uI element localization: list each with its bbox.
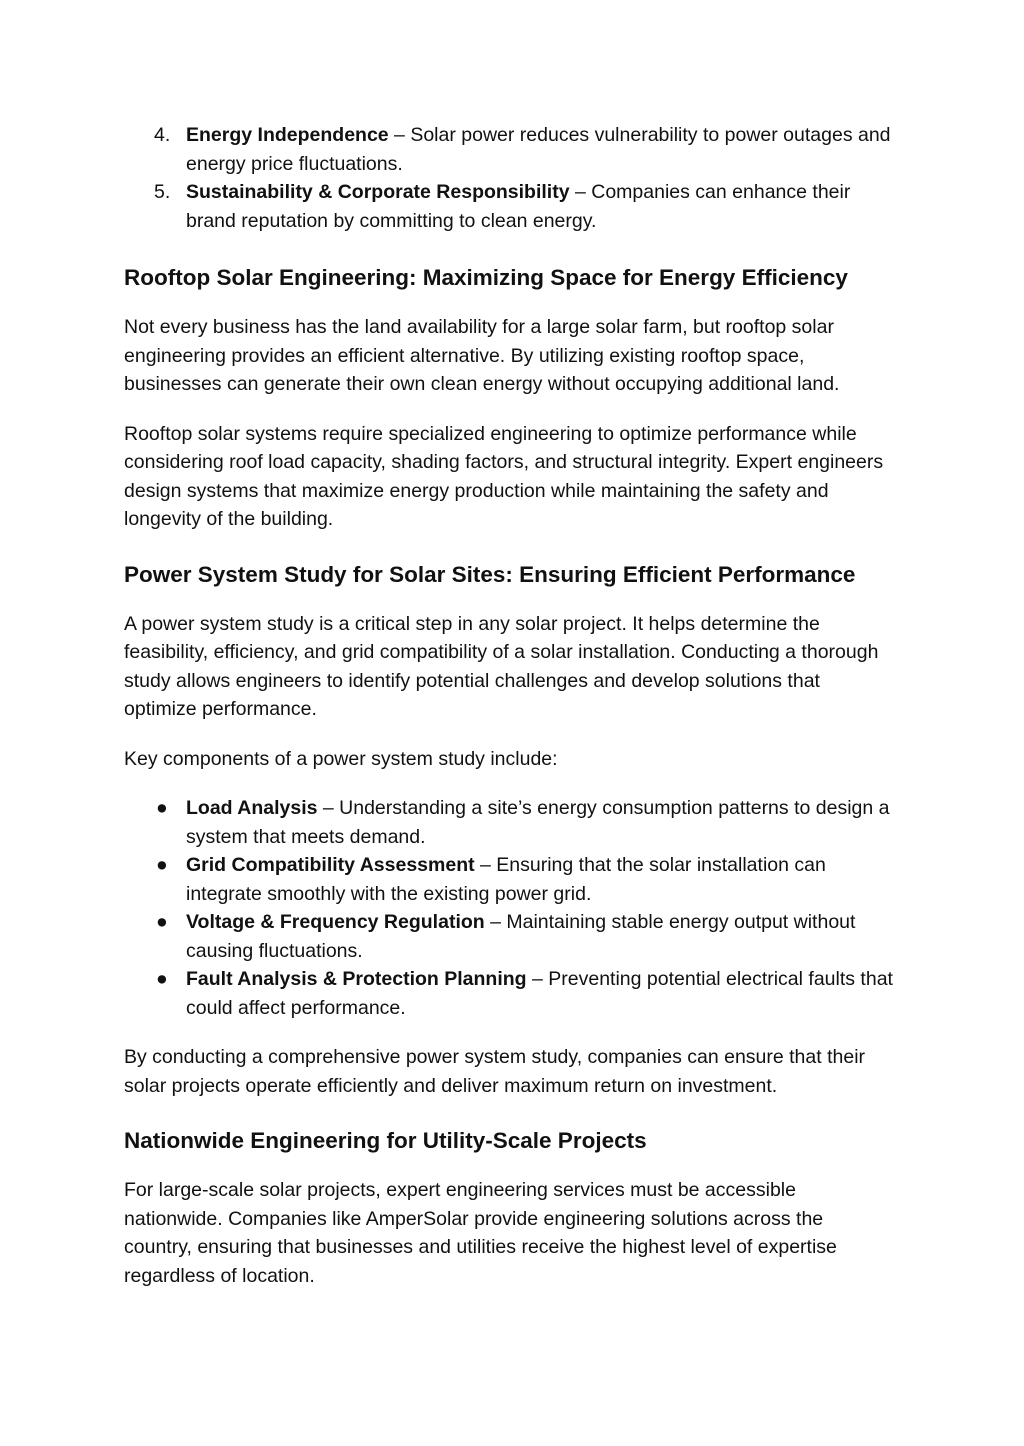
list-number: 5. [154,181,171,203]
paragraph: Not every business has the land availability for a large solar farm, but rooftop solar engineering provides an efficient alternative. By utilizing existing rooftop space, businesses can generate their own clean energy without occupying additional land. [124,316,840,395]
bullet-icon: ● [156,797,168,819]
bullet-list [124,794,894,1022]
list-item [124,908,894,965]
list-item [124,178,894,235]
paragraph: By conducting a comprehensive power system study, companies can ensure that their solar projects operate efficiently and deliver maximum return on investment. [124,1046,866,1097]
list-item-term: Fault Analysis & Protection Planning [186,968,527,990]
list-item [124,965,894,1022]
list-item [124,851,894,908]
list-item-term: Energy Independence [186,124,389,146]
paragraph: Rooftop solar systems require specialized engineering to optimize performance while considering roof load capacity, shading factors, and structural integrity. Expert engineers design systems that maximize energy production while maintaining the safety and longevity of the building. [124,422,884,530]
list-item-description: – Preventing potential electrical faults that could affect performance. [186,968,893,1019]
list-number: 4. [154,124,171,146]
paragraph: A power system study is a critical step in any solar project. It helps determine the feasibility, efficiency, and grid compatibility of a solar installation. Conducting a thorough study allows engineers to identify potential challenges and develop solutions that optimize performance. [124,612,879,720]
list-item-description: – Understanding a site’s energy consumption patterns to design a system that meets demand. [186,797,890,848]
list-item-term: Load Analysis [186,797,318,819]
list-item [124,794,894,851]
list-item-description: – Maintaining stable energy output without causing fluctuations. [186,911,856,962]
paragraph: For large-scale solar projects, expert engineering services must be accessible nationwide. Companies like AmperSolar provide engineering solutions across the country, ensuring that businesses and utilities receive the highest level of expertise regardless of location. [124,1179,837,1287]
list-item-term: Sustainability & Corporate Responsibility [186,181,570,203]
list-item-description: – Ensuring that the solar installation can integrate smoothly with the existing power grid. [186,854,826,905]
section-heading-rooftop: Rooftop Solar Engineering: Maximizing Space for Energy Efficiency [124,265,848,290]
list-item-description: – Solar power reduces vulnerability to power outages and energy price fluctuations. [186,124,891,175]
list-item [124,121,894,178]
paragraph: Key components of a power system study include: [124,747,558,770]
section-heading-power-system: Power System Study for Solar Sites: Ensuring Efficient Performance [124,561,856,587]
bullet-icon: ● [156,854,168,876]
list-item-description: – Companies can enhance their brand reputation by committing to clean energy. [186,181,851,232]
section-heading-nationwide: Nationwide Engineering for Utility-Scale Projects [124,1128,647,1153]
numbered-list [124,121,894,235]
bullet-icon: ● [156,911,168,933]
list-item-term: Grid Compatibility Assessment [186,854,475,876]
bullet-icon: ● [156,968,168,990]
list-item-term: Voltage & Frequency Regulation [186,911,485,933]
